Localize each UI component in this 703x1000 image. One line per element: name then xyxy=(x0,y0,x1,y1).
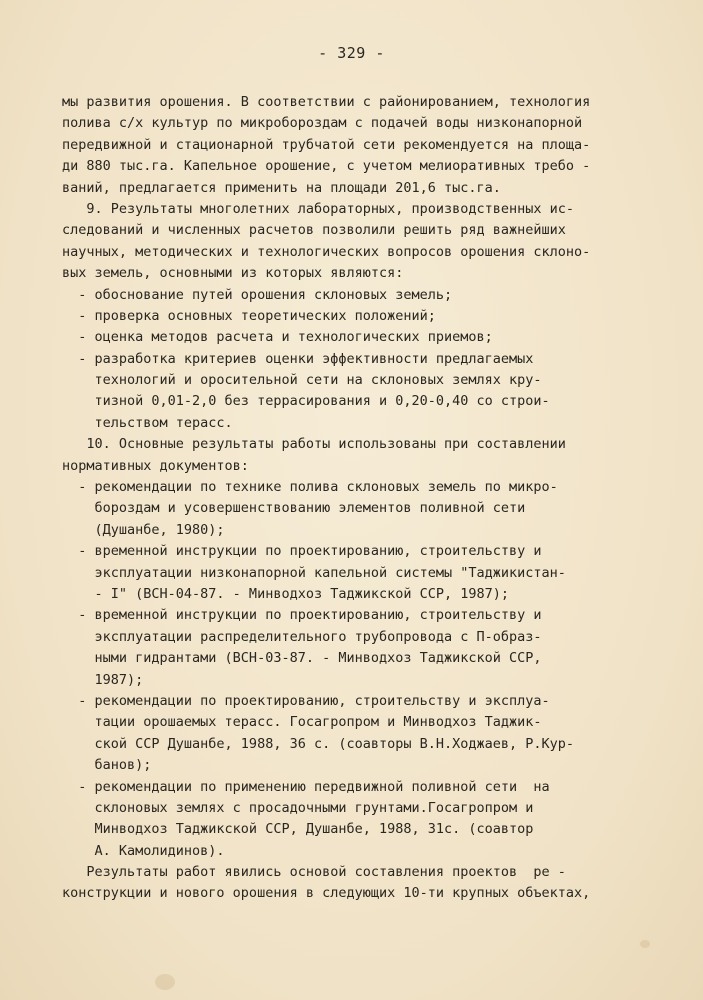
text-line: ди 880 тыс.га. Капельное орошение, с учетом мелиоративных требо - xyxy=(62,158,591,175)
text-line: тельством терасс. xyxy=(62,414,233,431)
text-line: - обоснование путей орошения склоновых земель; xyxy=(62,286,453,303)
text-line: ваний, предлагается применить на площади 201,6 тыс.га. xyxy=(62,179,501,196)
text-line: мы развития орошения. В соответствии с районированием, технология xyxy=(62,94,591,110)
text-line: (Душанбе, 1980); xyxy=(62,521,225,538)
text-line: банов); xyxy=(62,757,152,774)
text-line: Результаты работ явились основой составления проектов ре - xyxy=(62,864,566,881)
paper-stain xyxy=(155,974,175,990)
text-line: бороздам и усовершенствованию элементов поливной сети xyxy=(62,500,526,517)
text-line: - рекомендации по проектированию, строительству и эксплуа- xyxy=(62,692,550,709)
text-line: нормативных документов: xyxy=(62,457,249,474)
text-line: - оценка методов расчета и технологических приемов; xyxy=(62,329,493,346)
text-line: эксплуатации распределительного трубопровода с П-образ- xyxy=(62,628,542,645)
text-line: - разработка критериев оценки эффективности предлагаемых xyxy=(62,350,534,367)
text-line: - рекомендации по технике полива склоновых земель по микро- xyxy=(62,479,558,496)
text-line: - временной инструкции по проектированию, строительству и xyxy=(62,543,542,560)
text-line: тации орошаемых терасс. Госагропром и Минводхоз Таджик- xyxy=(62,714,542,731)
text-line: передвижной и стационарной трубчатой сети рекомендуется на площа- xyxy=(62,136,591,153)
text-line: - временной инструкции по проектированию, строительству и xyxy=(62,607,542,624)
text-line: А. Камолидинов). xyxy=(62,842,225,859)
text-line: тизной 0,01-2,0 без террасирования и 0,20-0,40 со строи- xyxy=(62,393,550,410)
text-line: ской ССР Душанбе, 1988, 36 с. (соавторы В.Н.Ходжаев, Р.Кур- xyxy=(62,735,575,752)
page-number: - 329 - xyxy=(318,44,385,62)
text-line: научных, методических и технологических вопросов орошения склоно- xyxy=(62,243,591,260)
text-line: полива с/х культур по микробороздам с подачей воды низконапорной xyxy=(62,115,583,132)
text-line: 9. Результаты многолетних лабораторных, производственных ис- xyxy=(62,200,575,217)
text-line: 1987); xyxy=(62,671,144,688)
text-line: Минводхоз Таджикской ССР, Душанбе, 1988, 31с. (соавтор xyxy=(62,821,534,838)
text-line: склоновых землях с просадочными грунтами.Госагропром и xyxy=(62,799,534,816)
text-line: - I" (ВСН-04-87. - Минводхоз Таджикской ССР, 1987); xyxy=(62,585,510,602)
text-line: технологий и оросительной сети на склоновых землях кру- xyxy=(62,372,542,389)
text-line: - рекомендации по применению передвижной поливной сети на xyxy=(62,778,550,795)
text-line: конструкции и нового орошения в следующих 10-ти крупных объектах, xyxy=(62,885,591,902)
text-line: ными гидрантами (ВСН-03-87. - Минводхоз Таджикской ССР, xyxy=(62,650,542,667)
text-line: 10. Основные результаты работы использованы при составлении xyxy=(62,436,566,453)
body-text xyxy=(62,92,628,905)
text-line: - проверка основных теоретических положений; xyxy=(62,307,436,324)
text-line: вых земель, основными из которых являются: xyxy=(62,265,404,282)
text-line: следований и численных расчетов позволили решить ряд важнейших xyxy=(62,222,566,239)
text-line: эксплуатации низконапорной капельной системы "Таджикистан- xyxy=(62,564,566,581)
paper-stain xyxy=(640,940,650,948)
